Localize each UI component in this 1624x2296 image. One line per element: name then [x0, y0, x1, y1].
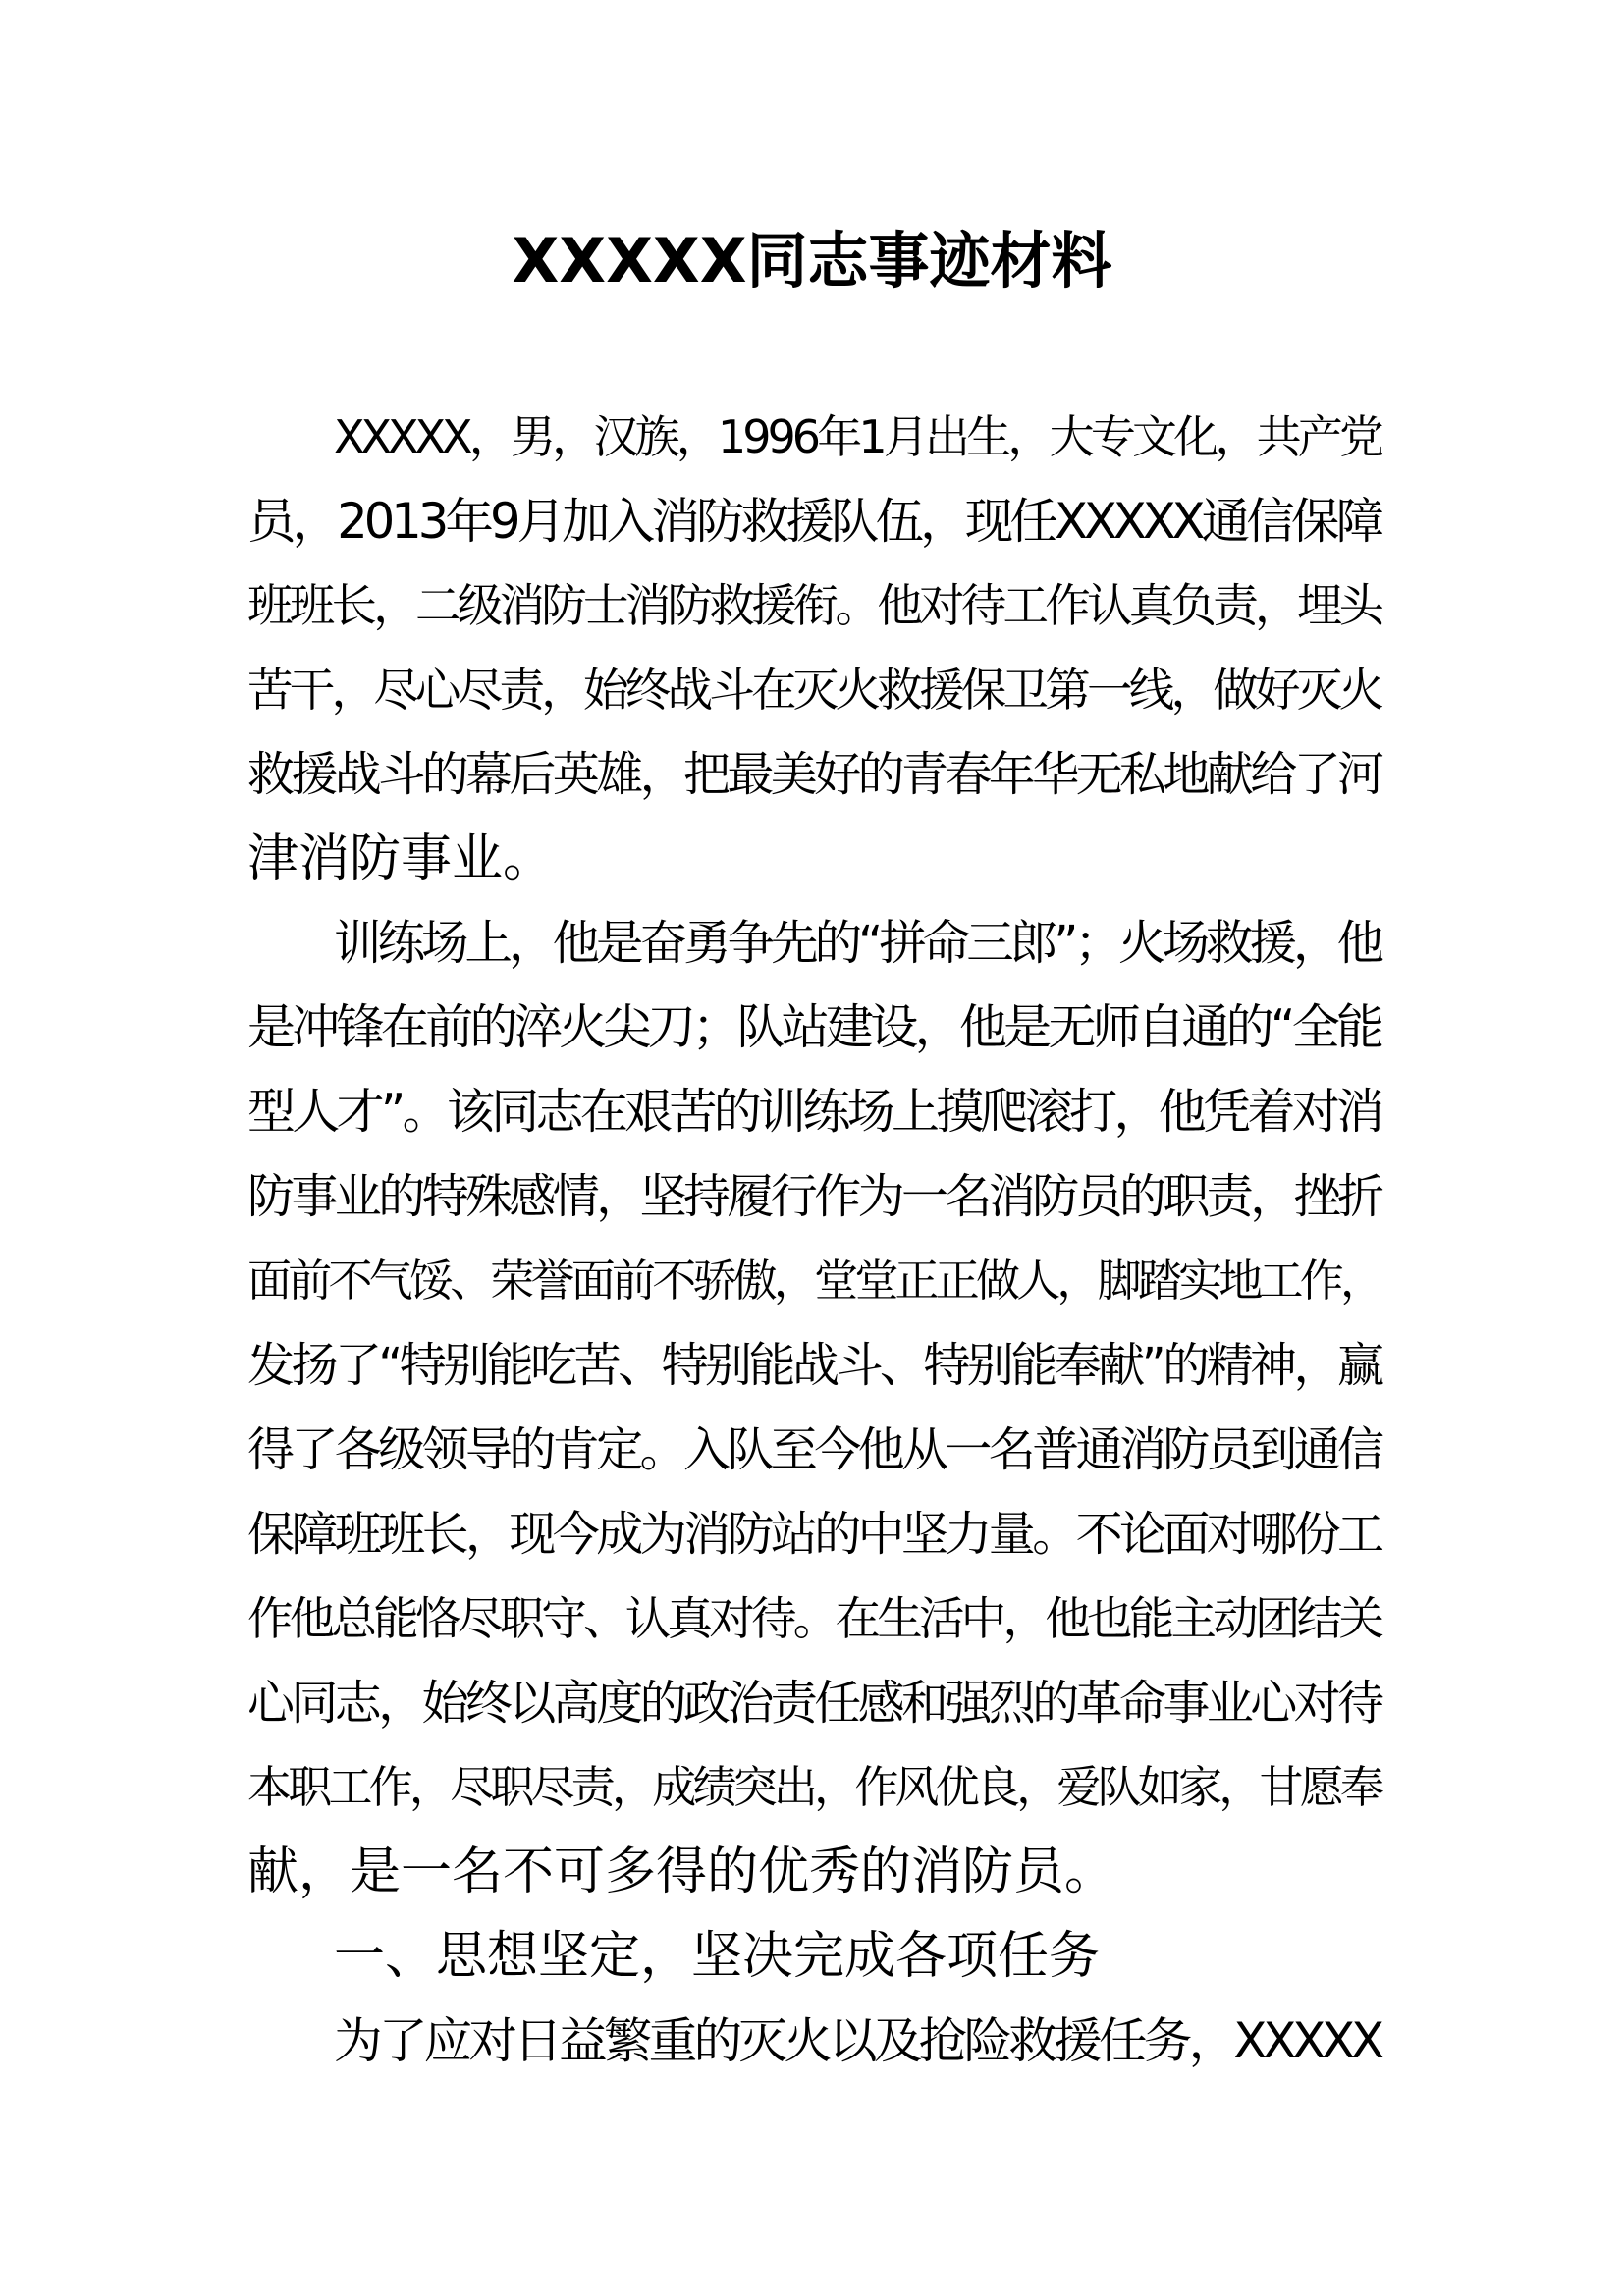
text-line: 心同志，始终以高度的政治责任感和强烈的革命事业心对待	[247, 1676, 1380, 1731]
text-line: 为了应对日益繁重的灭火以及抢险救援任务，XXXXX	[334, 2012, 1380, 2069]
text-line: 献，是一名不可多得的优秀的消防员。	[247, 1842, 1116, 1901]
text-line: 得了各级领导的肯定。入队至今他从一名普通消防员到通信	[247, 1422, 1380, 1477]
section-heading: 一、思想坚定，坚决完成各项任务	[334, 1927, 1101, 1986]
paragraph-1	[247, 395, 1380, 901]
text-line: 型人才”。该同志在艰苦的训练场上摸爬滚打，他凭着对消	[247, 1084, 1380, 1140]
paragraph-2	[247, 901, 1380, 1914]
text-line: 救援战斗的幕后英雄，把最美好的青春年华无私地献给了河	[247, 747, 1380, 802]
text-line: XXXXX，男，汉族，1996年1月出生，大专文化，共产党	[334, 410, 1380, 463]
text-line: 作他总能恪尽职守、认真对待。在生活中，他也能主动团结关	[247, 1592, 1380, 1645]
text-line: 是冲锋在前的淬火尖刀；队站建设，他是无师自通的“全能	[247, 999, 1380, 1055]
text-line: 训练场上，他是奋勇争先的“拼命三郎”；火场救援，他	[334, 916, 1380, 971]
text-line: 苦干，尽心尽责，始终战斗在灭火救援保卫第一线，做好灭火	[247, 664, 1380, 717]
text-line: 津消防事业。	[247, 829, 555, 888]
document-body	[247, 395, 1380, 2083]
text-line: 员，2013年9月加入消防救援队伍，现任XXXXX通信保障	[247, 493, 1380, 550]
text-line: 发扬了“特别能吃苦、特别能战斗、特别能奉献”的精神，赢	[247, 1338, 1380, 1393]
document-title: XXXXX同志事迹材料	[512, 225, 1112, 296]
text-line: 保障班班长，现今成为消防站的中坚力量。不论面对哪份工	[247, 1507, 1380, 1562]
text-line: 本职工作，尽职尽责，成绩突出，作风优良，爱队如家，甘愿奉	[247, 1761, 1380, 1813]
text-line: 班班长，二级消防士消防救援衔。他对待工作认真负责，埋头	[247, 579, 1380, 632]
text-line: 防事业的特殊感情，坚持履行作为一名消防员的职责，挫折	[247, 1169, 1380, 1224]
text-line: 面前不气馁、荣誉面前不骄傲，堂堂正正做人，脚踏实地工作，	[247, 1255, 1380, 1307]
